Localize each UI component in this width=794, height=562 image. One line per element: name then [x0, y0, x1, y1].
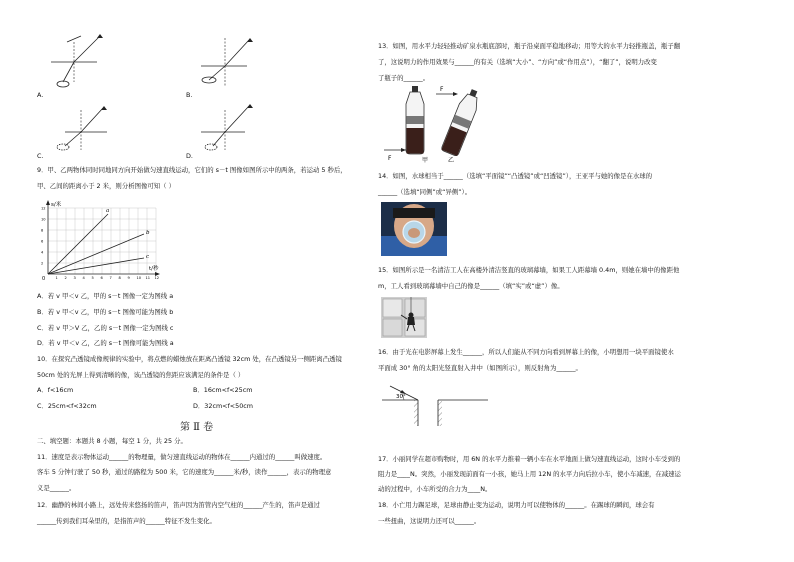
q15-line2: m，工人看到玻璃幕墙中自己的像是______（填“实”或“虚”）像。: [378, 282, 564, 290]
q9-stem-line1: 9．甲、乙两物体同时同地同方向开始做匀速直线运动，它们的 s－t 图像如图所示中的两条，若运动 5 秒后，: [37, 166, 347, 174]
q8-option-d: D.: [186, 152, 193, 160]
q16-line2: 平面成 30° 角的太阳光竖直射入井中（如图所示），则反射角为______。: [378, 364, 582, 372]
q16-angle-label: 30°: [396, 394, 406, 400]
x-tick-label: 3: [73, 276, 76, 280]
x-tick-label: 5: [91, 276, 94, 280]
series-b-line: [48, 234, 144, 274]
q14-water-ball-photo: [381, 202, 447, 256]
graph-origin: 0: [42, 276, 46, 282]
fill-section-title: 二、填空题：本题共 8 小题，每空 1 分，共 25 分。: [37, 437, 187, 445]
x-tick-label: 12: [154, 276, 160, 280]
x-tick-label: 10: [136, 276, 142, 280]
q10-option-d: D．32cm<f<50cm: [193, 402, 254, 410]
q14-line1: 14．如图，水球相当于______（选填“平面镜”“凸透镜”或“凹透镜”），王亚平与她的像是在水球的: [378, 172, 653, 180]
q13-label-yi: 乙: [448, 157, 455, 164]
series-a-label: a: [106, 208, 110, 214]
graph-ylabel: s/米: [51, 202, 62, 208]
x-tick-label: 11: [145, 276, 151, 280]
q9-option-b: B．若 v 甲＜v 乙，甲的 s－t 图像可能为图线 b: [37, 308, 174, 316]
y-tick-label: 10: [41, 217, 46, 222]
section-title: 第 Ⅱ 卷: [180, 422, 214, 433]
q10-option-a: A．f<16cm: [37, 386, 74, 394]
q8-option-a: A.: [37, 91, 44, 99]
y-tick-label: 8: [41, 228, 44, 233]
x-tick-label: 8: [118, 276, 121, 280]
x-tick-label: 7: [109, 276, 112, 280]
q18-line2: 一些扭曲，这说明力还可以______。: [378, 517, 481, 525]
q15-line1: 15．如图所示是一名清洁工人在高楼外清洁竖直的玻璃幕墙，如果工人距幕墙 0.4m，则她在墙中的像距他: [378, 266, 680, 274]
q9-option-c: C．若 v 甲＞V 乙，乙的 s－t 图像一定为图线 c: [37, 324, 174, 332]
x-tick-label: 4: [82, 276, 85, 280]
q16-line1: 16．由于光在电影屏幕上发生______，所以人们能从不同方向看到屏幕上的像，小明想用一块平面镜使水: [378, 348, 674, 356]
q13-line3: 了瓶子的______。: [378, 74, 430, 82]
series-b-label: b: [146, 230, 150, 236]
q11-line1: 11．速度是表示物体运动______的物理量，做匀速直线运动的物体在______内通过的______叫做速度。: [37, 453, 327, 461]
q13-bottles-figure: [376, 84, 486, 164]
q17-line1: 17．小丽同学在超市购物时，用 6N 的水平力推着一辆小车在水平地面上做匀速直线运动，这时小车受到的: [378, 455, 681, 463]
graph-xlabel: t/秒: [149, 266, 159, 272]
q10-option-b: B．16cm<f<25cm: [193, 386, 253, 394]
q13-line2: 了，这说明力的作用效果与______的有关（选填“大小”、“方向”或“作用点”），“翻了”，说明力改变: [378, 58, 657, 66]
x-tick-label: 2: [64, 276, 67, 280]
q16-well-diagram: [380, 378, 490, 428]
q10-stem-line1: 10．在探究凸透镜成像规律的实验中，将点燃的蜡烛放在距离凸透镜 32cm 处，在凸透镜另一侧距离凸透镜: [37, 355, 342, 363]
q8-option-c: C.: [37, 152, 44, 160]
q10-stem-line2: 50cm 处的光屏上得到清晰的像，该凸透镜的焦距应该满足的条件是（ ）: [37, 371, 245, 379]
series-c-label: c: [146, 254, 150, 260]
q13-label-f2: F: [440, 86, 444, 93]
q8-diagram-b: [195, 30, 265, 90]
y-tick-label: 4: [41, 250, 44, 255]
q9-stem-line2: 甲、乙间的距离小于 2 米，则分析图像可知（ ）: [37, 182, 175, 190]
q9-option-d: D．若 v 甲＜v 乙，乙的 s－t 图像可能为图线 a: [37, 339, 174, 347]
q12-line2: ______传到我们耳朵里的，是指笛声的______特征不发生变化。: [37, 517, 216, 525]
q15-cleaner-photo: [381, 297, 427, 338]
q17-line2: 阻力是____N。突然，小丽发现前面有一小孩，她马上用 12N 的水平力向后拉小车，使小车减速，在减速运: [378, 470, 681, 478]
q17-line3: 动的过程中，小车所受的合力为____N。: [378, 485, 492, 493]
q9-option-a: A．若 v 甲＜v 乙，甲的 s－t 图像一定为图线 a: [37, 292, 174, 300]
q8-option-b: B.: [186, 91, 193, 99]
x-tick-label: 9: [127, 276, 130, 280]
q8-diagram-a: [45, 30, 115, 90]
y-tick-label: 12: [41, 206, 46, 211]
series-c-line: [48, 258, 144, 274]
q18-line1: 18．小亡用力踢足球，足球由静止变为运动，说明力可以使物体的______。在踢球的瞬间，球会有: [378, 501, 655, 509]
q9-st-graph: [36, 198, 166, 280]
q11-line2: 客车 5 分钟行驶了 50 秒，通过的路程为 500 米，它的速度为______米/秒，读作______，表示的物理意: [37, 468, 332, 476]
x-tick-label: 1: [55, 276, 58, 280]
q8-diagram-d: [195, 100, 265, 155]
y-tick-label: 6: [41, 239, 44, 244]
q14-line2: ______（选填“同侧”或“异侧”）。: [378, 188, 472, 196]
q13-label-jia: 甲: [422, 157, 429, 164]
q11-line3: 义是______。: [37, 484, 76, 492]
q13-line1: 13．如图，用水平力轻轻推动矿泉水瓶底部时，瓶子沿桌面平稳地移动；用等大的水平力轻推瓶盖，瓶子翻: [378, 42, 681, 50]
q12-line1: 12．幽静的林间小路上，远处传来悠扬的笛声，笛声因为笛管内空气柱的______产生的，笛声是通过: [37, 501, 320, 509]
x-tick-label: 6: [100, 276, 103, 280]
q13-label-f1: F: [388, 155, 392, 162]
y-tick-label: 2: [41, 261, 44, 266]
q8-diagram-c: [45, 100, 115, 155]
q10-option-c: C．25cm<f<32cm: [37, 402, 97, 410]
